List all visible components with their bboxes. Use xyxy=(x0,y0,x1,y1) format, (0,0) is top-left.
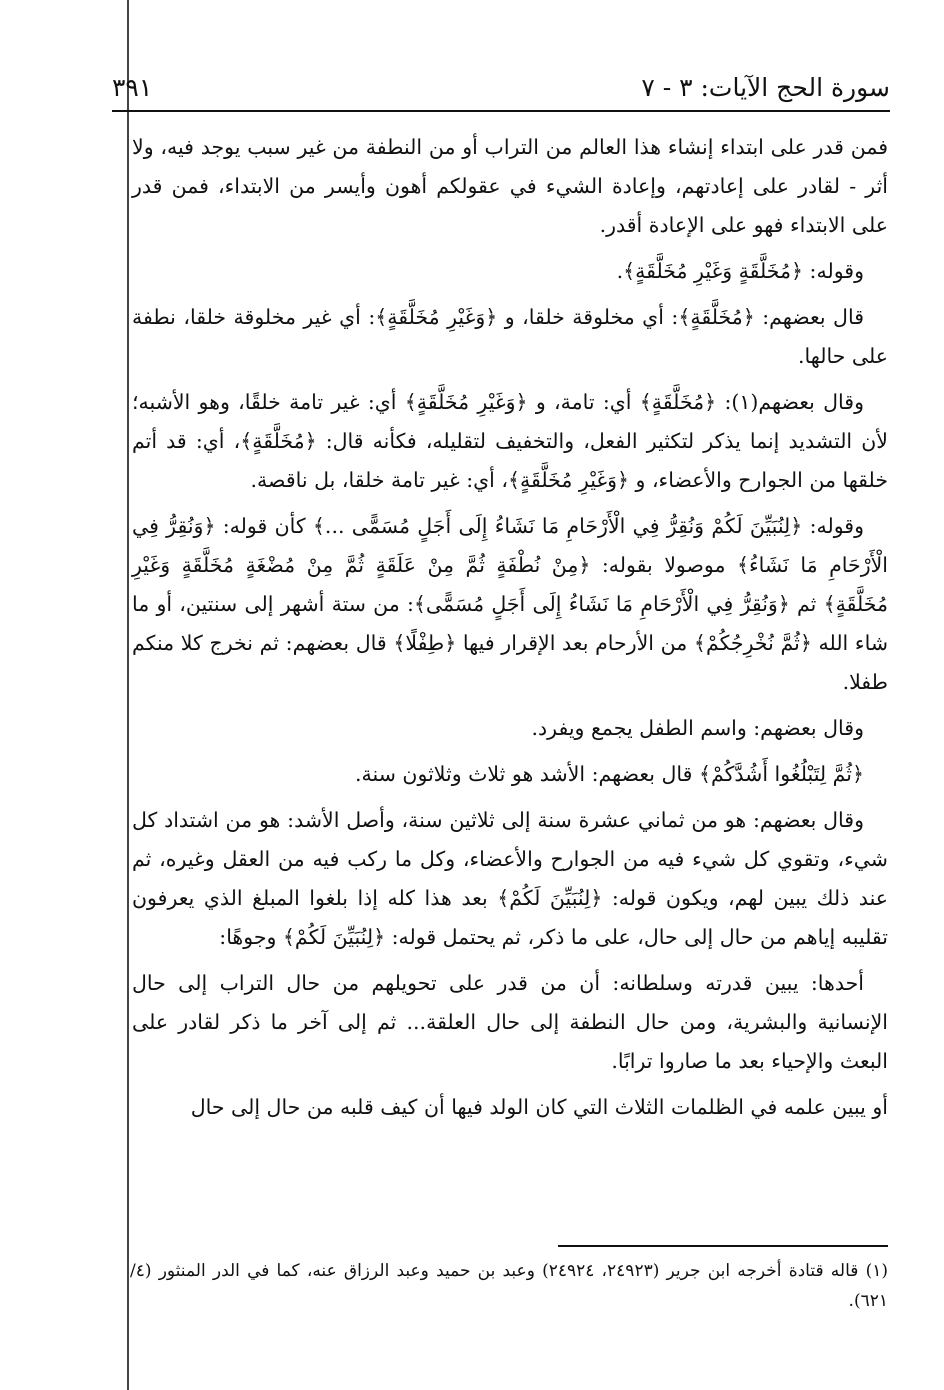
page-number: ٣٩١ xyxy=(112,73,153,102)
paragraph: وقال بعضهم: هو من ثماني عشرة سنة إلى ثلاثين سنة، وأصل الأشد: هو من اشتداد كل شيء، وتقوي كل شيء فيه من الجوارح والأعضاء، وكل ما ركب فيه من العقل وغيره، ثم عند ذلك يبين لهم، ويكون قوله: ﴿لِنُبَيِّنَ لَكُمْ﴾ بعد هذا كله إذا بلغوا المبلغ الذي يعرفون تقليبه إياهم من حال إلى حال، على ما ذكر، ثم يحتمل قوله: ﴿لِنُبَيِّنَ لَكُمْ﴾ وجوهًا: xyxy=(132,808,888,949)
paragraph: وقال بعضهم(١): ﴿مُخَلَّقَةٍ﴾ أي: تامة، و ﴿وَغَيْرِ مُخَلَّقَةٍ﴾ أي: غير تامة خلقًا، وهو الأشبه؛ لأن التشديد إنما يذكر لتكثير الفعل، والتخفيف لتقليله، فكأنه قال: ﴿مُخَلَّقَةٍ﴾، أي: قد أتم خلقها من الجوارح والأعضاء، و ﴿وَغَيْرِ مُخَلَّقَةٍ﴾، أي: غير تامة خلقا، بل ناقصة. xyxy=(132,390,888,492)
running-title: سورة الحج الآيات: ٣ - ٧ xyxy=(641,73,890,102)
main-text xyxy=(132,128,888,1134)
paragraph: فمن قدر على ابتداء إنشاء هذا العالم من التراب أو من النطفة من غير سبب يوجد فيه، ولا أثر - لقادر على إعادتهم، وإعادة الشيء في عقولكم أهون وأيسر من الابتداء، فمن قدر على الابتداء فهو على الإعادة أقدر. xyxy=(132,135,888,237)
paragraph: أو يبين علمه في الظلمات الثلاث التي كان الولد فيها أن كيف قلبه من حال إلى حال xyxy=(190,1095,888,1119)
footnote-rule xyxy=(558,1245,888,1247)
paragraph: وقوله: ﴿مُخَلَّقَةٍ وَغَيْرِ مُخَلَّقَةٍ﴾. xyxy=(616,259,864,283)
paragraph: قال بعضهم: ﴿مُخَلَّقَةٍ﴾: أي مخلوقة خلقا، و ﴿وَغَيْرِ مُخَلَّقَةٍ﴾: أي غير مخلوقة خلقا، نطفة على حالها. xyxy=(132,305,888,368)
paragraph: وقال بعضهم: واسم الطفل يجمع ويفرد. xyxy=(531,716,864,740)
paragraph: ﴿ثُمَّ لِتَبْلُغُوا أَشُدَّكُمْ﴾ قال بعضهم: الأشد هو ثلاث وثلاثون سنة. xyxy=(355,762,864,786)
scan-edge-line xyxy=(127,0,129,1390)
footnote xyxy=(130,1256,888,1316)
page-header xyxy=(112,62,890,102)
paragraph: وقوله: ﴿لِنُبَيِّنَ لَكُمْ وَنُقِرُّ فِي الْأَرْحَامِ مَا نَشَاءُ إِلَى أَجَلٍ مُسَمًّى ...﴾ كأن قوله: ﴿وَنُقِرُّ فِي الْأَرْحَامِ مَا نَشَاءُ﴾ موصولا بقوله: ﴿مِنْ نُطْفَةٍ ثُمَّ مِنْ عَلَقَةٍ ثُمَّ مِنْ مُضْغَةٍ مُخَلَّقَةٍ وَغَيْرِ مُخَلَّقَةٍ﴾ ثم ﴿وَنُقِرُّ فِي الْأَرْحَامِ مَا نَشَاءُ إِلَى أَجَلٍ مُسَمًّى﴾: من ستة أشهر إلى سنتين، أو ما شاء الله ﴿ثُمَّ نُخْرِجُكُمْ﴾ من الأرحام بعد الإقرار فيها ﴿طِفْلًا﴾ قال بعضهم: ثم نخرج كلا منكم طفلا. xyxy=(132,514,888,694)
paragraph: أحدها: يبين قدرته وسلطانه: أن من قدر على تحويلهم من حال التراب إلى حال الإنسانية والبشرية، ومن حال النطفة إلى حال العلقة... ثم إلى آخر ما ذكر لقادر على البعث والإحياء بعد ما صاروا ترابًا. xyxy=(132,971,888,1073)
footnote-text: (١) قاله قتادة أخرجه ابن جرير (٢٤٩٢٣، ٢٤٩٢٤) وعبد بن حميد وعبد الرزاق عنه، كما في الدر المنثور (٤/ ٦٢١). xyxy=(130,1261,888,1311)
header-rule xyxy=(112,110,890,112)
